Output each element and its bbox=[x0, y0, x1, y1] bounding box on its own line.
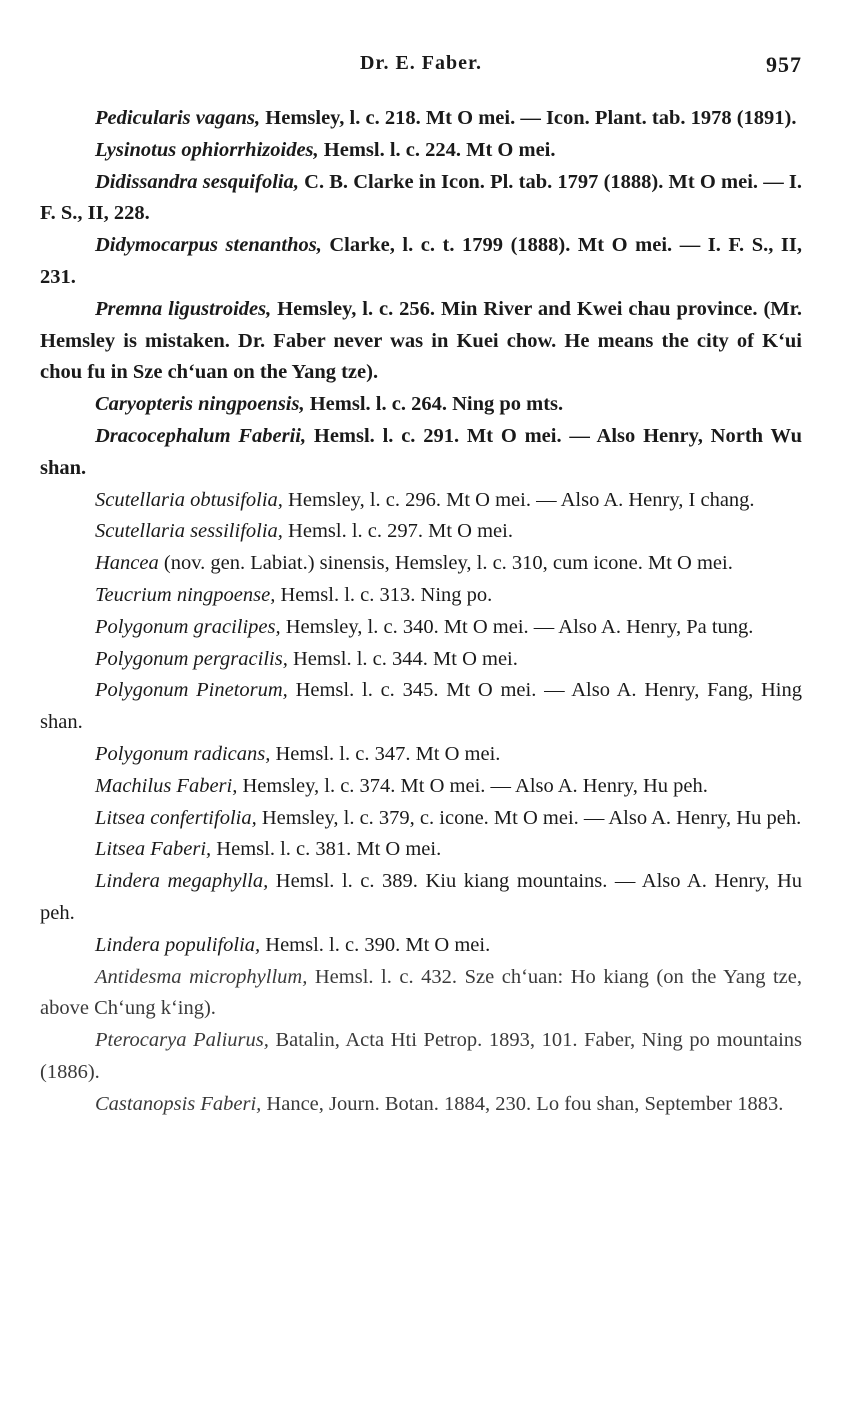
list-item bbox=[40, 930, 802, 962]
list-item bbox=[40, 771, 802, 803]
entry-text: Hemsley, l. c. 296. Mt O mei. — Also A. Henry, I chang. bbox=[282, 488, 755, 511]
list-item bbox=[40, 294, 802, 389]
species-name: Lindera populifolia, bbox=[95, 933, 261, 956]
species-name: Caryopteris ningpoensis, bbox=[95, 393, 305, 416]
list-item bbox=[40, 103, 802, 135]
entry-text: Hemsl. l. c. 381. Mt O mei. bbox=[211, 838, 442, 861]
list-item bbox=[40, 834, 802, 866]
species-name: Pterocarya Paliurus, bbox=[95, 1029, 269, 1052]
list-item bbox=[40, 230, 802, 294]
list-item bbox=[40, 612, 802, 644]
entry-text: Clarke, l. c. t. 1799 (1888). Mt O mei. — I. F. S., II, 231. bbox=[40, 234, 802, 288]
list-item bbox=[40, 1089, 802, 1121]
entry-text: Hemsl. l. c. 344. Mt O mei. bbox=[287, 647, 518, 670]
species-name: Dracocephalum Faberii, bbox=[95, 424, 307, 447]
species-name: Polygonum radicans, bbox=[95, 742, 271, 765]
list-item bbox=[40, 866, 802, 930]
species-name: Didissandra sesquifolia, bbox=[95, 170, 299, 193]
species-name: Teucrium ningpoense, bbox=[95, 583, 276, 606]
list-item bbox=[40, 644, 802, 676]
species-name: Scutellaria sessilifolia, bbox=[95, 520, 283, 543]
entry-text: C. B. Clarke in Icon. Pl. tab. 1797 (1888). Mt O mei. — I. F. S., II, 228. bbox=[40, 170, 802, 225]
list-item bbox=[40, 1025, 802, 1089]
entry-text: Hemsl. l. c. 347. Mt O mei. bbox=[270, 742, 501, 765]
species-name: Lindera megaphylla, bbox=[95, 870, 269, 893]
entry-text: Hemsl. l. c. 224. Mt O mei. bbox=[318, 138, 556, 161]
entry-text: Hemsl. l. c. 432. Sze ch‘uan: Ho kiang (on the Yang tze, above Ch‘ung k‘ing). bbox=[40, 965, 803, 1020]
list-item bbox=[40, 739, 802, 771]
species-name: Didymocarpus stenanthos, bbox=[95, 234, 322, 257]
list-item bbox=[40, 548, 802, 580]
entry-text: Batalin, Acta Hti Petrop. 1893, 101. Faber, Ning po mountains (1886). bbox=[40, 1029, 803, 1083]
entry-text: Hemsley, l. c. 340. Mt O mei. — Also A. Henry, Pa tung. bbox=[280, 615, 754, 638]
entry-text: Hemsley, l. c. 374. Mt O mei. — Also A. Henry, Hu peh. bbox=[237, 774, 708, 797]
species-name: Pedicularis vagans, bbox=[95, 107, 261, 129]
page-header bbox=[40, 52, 802, 84]
species-name: Litsea confertifolia, bbox=[95, 806, 257, 829]
species-name: Lysinotus ophiorrhizoides, bbox=[95, 138, 319, 161]
entry-text: Hemsley, l. c. 379, c. icone. Mt O mei. — Also A. Henry, Hu peh. bbox=[256, 806, 802, 829]
list-item bbox=[40, 421, 802, 485]
list-item bbox=[40, 485, 802, 517]
entry-text: Hemsl. l. c. 291. Mt O mei. — Also Henry, North Wu shan. bbox=[40, 424, 802, 479]
entry-text: Hemsl. l. c. 264. Ning po mts. bbox=[304, 393, 564, 416]
entry-text: Hemsl. l. c. 313. Ning po. bbox=[275, 583, 493, 606]
entry-text: Hemsley, l. c. 256. Min River and Kwei chau province. (Mr. Hemsley is mistaken. Dr. Faber never was in Kuei chow. He means the city of K‘ui chou fu in Sze ch‘uan on the Yang tze). bbox=[40, 297, 802, 384]
running-head: Dr. E. Faber. bbox=[359, 52, 483, 74]
list-item bbox=[40, 962, 802, 1026]
list-item bbox=[40, 135, 802, 167]
entry-text: Hemsl. l. c. 345. Mt O mei. — Also A. Henry, Fang, Hing shan. bbox=[40, 679, 802, 734]
list-item bbox=[40, 580, 802, 612]
list-item bbox=[40, 516, 802, 548]
entry-text: Hemsl. l. c. 390. Mt O mei. bbox=[260, 933, 491, 956]
entry-text: Hemsl. l. c. 297. Mt O mei. bbox=[282, 520, 513, 543]
species-name: Scutellaria obtusifolia, bbox=[95, 488, 283, 511]
species-name: Polygonum Pinetorum, bbox=[95, 679, 288, 702]
page-number: 957 bbox=[766, 52, 802, 77]
list-item bbox=[40, 389, 802, 421]
list-item bbox=[40, 675, 802, 739]
species-name: Hancea bbox=[95, 552, 159, 575]
species-name: Litsea Faberi, bbox=[95, 838, 212, 861]
species-name: Castanopsis Faberi, bbox=[95, 1092, 262, 1115]
species-name: Premna ligustroides, bbox=[95, 297, 272, 320]
list-item bbox=[40, 803, 802, 835]
entry-text: Hance, Journ. Botan. 1884, 230. Lo fou shan, September 1883. bbox=[261, 1092, 784, 1115]
species-name: Polygonum pergracilis, bbox=[95, 647, 288, 670]
page-body bbox=[40, 103, 802, 1121]
species-name: Antidesma microphyllum, bbox=[95, 965, 308, 988]
entry-text: (nov. gen. Labiat.) sinensis, Hemsley, l. c. 310, cum icone. Mt O mei. bbox=[158, 552, 733, 575]
list-item bbox=[40, 167, 802, 231]
species-name: Machilus Faberi, bbox=[95, 774, 238, 797]
species-name: Polygonum gracilipes, bbox=[95, 615, 281, 638]
entry-text: Hemsley, l. c. 218. Mt O mei. — Icon. Plant. tab. 1978 (1891). bbox=[260, 107, 797, 129]
entry-text: Hemsl. l. c. 389. Kiu kiang mountains. — Also A. Henry, Hu peh. bbox=[40, 870, 802, 924]
